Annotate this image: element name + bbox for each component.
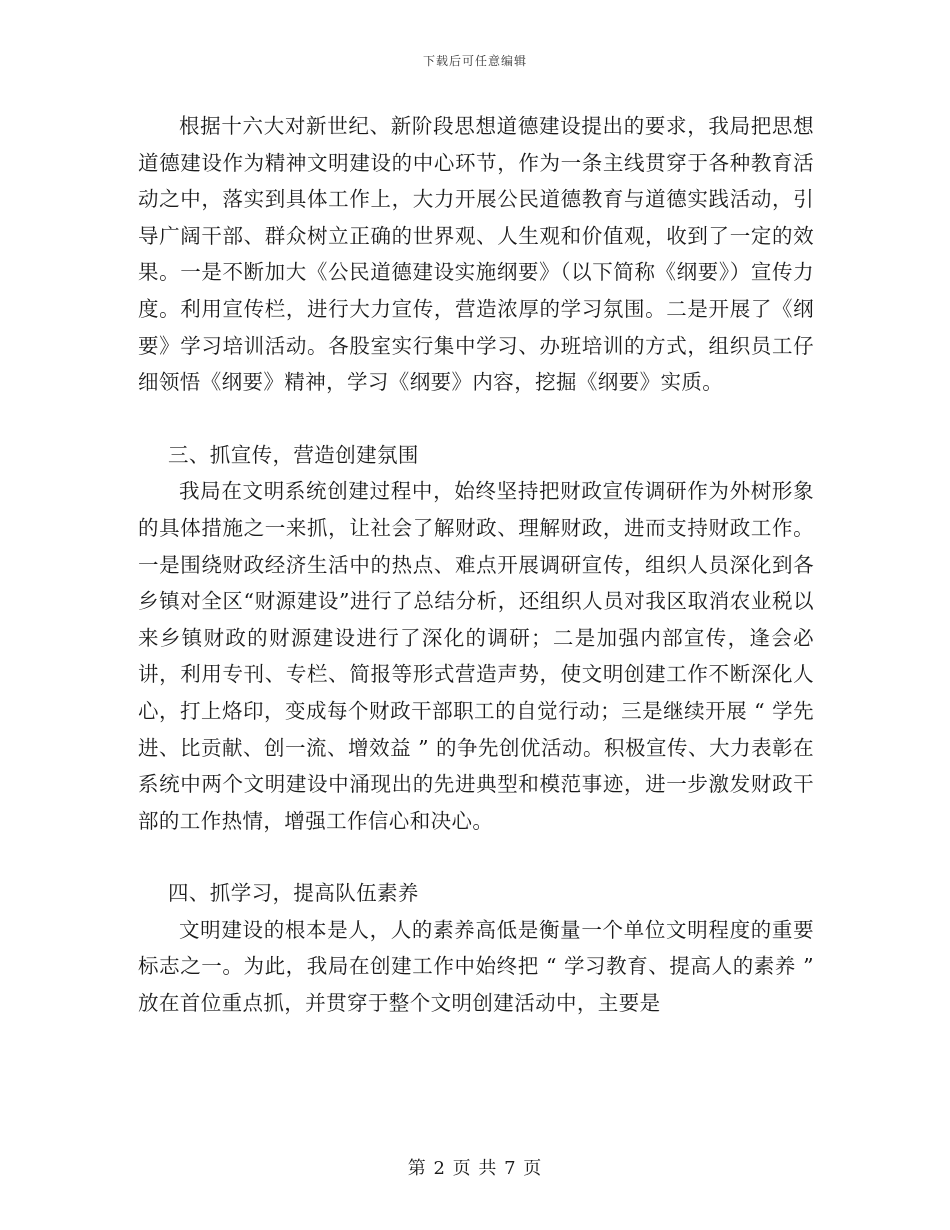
section-heading-publicity: 三、抓宣传，营造创建氛围	[168, 442, 419, 467]
paragraph-study: 文明建设的根本是人，人的素养高低是衡量一个单位文明程度的重要标志之一。为此，我局在创建工作中始终把 “ 学习教育、提高人的素养 ” 放在首位重点抓，并贯穿于整个文明创建活动中，主要是	[138, 917, 814, 1016]
paragraph-publicity: 我局在文明系统创建过程中，始终坚持把财政宣传调研作为外树形象的具体措施之一来抓，让社会了解财政、理解财政，进而支持财政工作。一是围绕财政经济生活中的热点、难点开展调研宣传，组织人员深化到各乡镇对全区“财源建设”进行了总结分析，还组织人员对我区取消农业税以来乡镇财政的财源建设进行了深化的调研；二是加强内部宣传，逢会必讲，利用专刊、专栏、简报等形式营造声势，使文明创建工作不断深化人心，打上烙印，变成每个财政干部职工的自觉行动；三是继续开展 “ 学先进、比贡献、创一流、增效益 ” 的争先创优活动。积极宣传、大力表彰在系统中两个文明建设中涌现出的先进典型和模范事迹，进一步激发财政干部的工作热情，增强工作信心和决心。	[138, 479, 814, 833]
page-number: 第 2 页 共 7 页	[407, 1158, 543, 1179]
page-header: 下载后可任意编辑	[422, 54, 527, 68]
document-body	[138, 108, 814, 1022]
section-heading-study: 四、抓学习，提高队伍素养	[168, 881, 419, 906]
paragraph-moral-education: 根据十六大对新世纪、新阶段思想道德建设提出的要求，我局把思想道德建设作为精神文明建设的中心环节，作为一条主线贯穿于各种教育活动之中，落实到具体工作上，大力开展公民道德教育与道德实践活动，引导广阔干部、群众树立正确的世界观、人生观和价值观，收到了一定的效果。一是不断加大《公民道德建设实施纲要》（以下简称《纲要》）宣传力度。利用宣传栏，进行大力宣传，营造浓厚的学习氛围。二是开展了《纲要》学习培训活动。各股室实行集中学习、办班培训的方式，组织员工仔细领悟《纲要》精神，学习《纲要》内容，挖掘《纲要》实质。	[138, 114, 814, 395]
